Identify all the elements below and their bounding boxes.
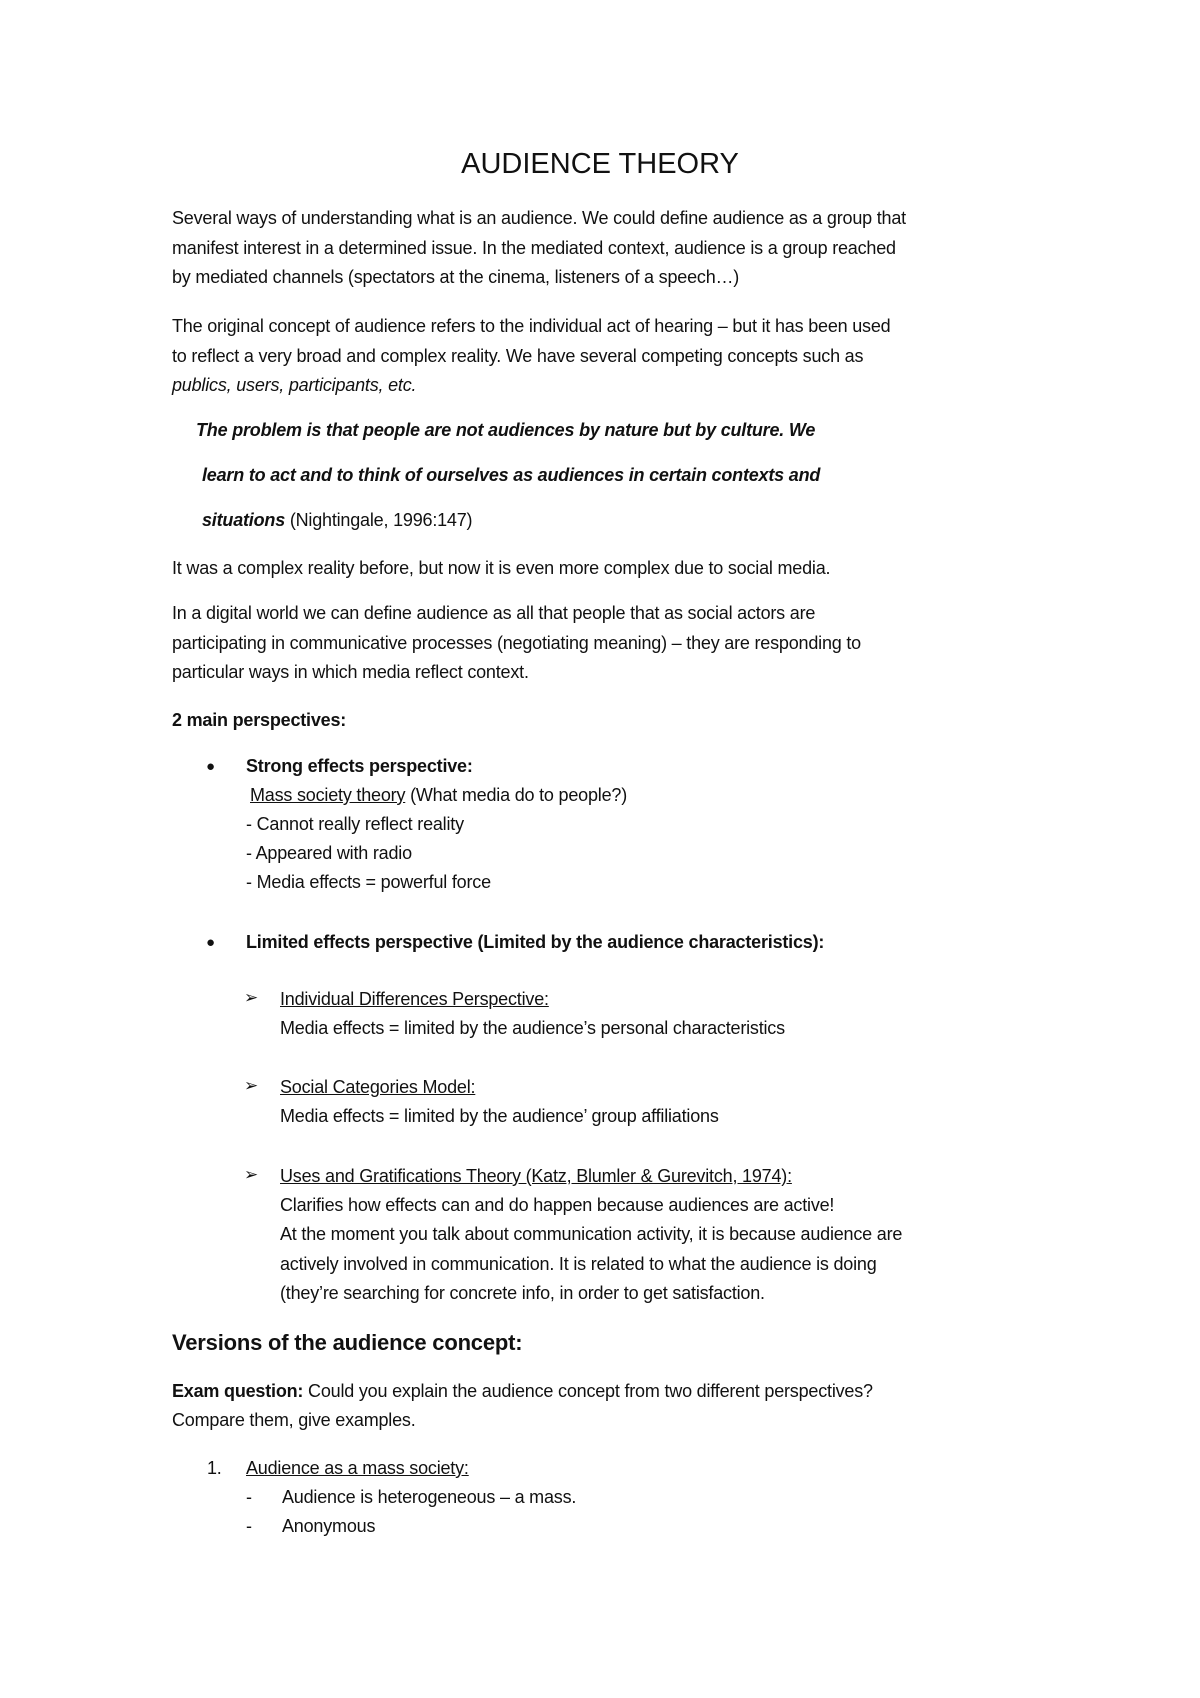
quote-line: learn to act and to think of ourselves as audiences in certain contexts and [202, 465, 821, 485]
exam-text: Could you explain the audience concept from two different perspectives? [303, 1381, 873, 1401]
original-italic-line: publics, users, participants, etc. [172, 375, 417, 395]
strong-effects-heading: Strong effects perspective: [246, 756, 473, 776]
intro-line: by mediated channels (spectators at the cinema, listeners of a speech…) [172, 267, 740, 287]
perspectives-heading: 2 main perspectives: [172, 710, 347, 730]
complex-reality-line: It was a complex reality before, but now it is even more complex due to social media. [172, 558, 831, 578]
strong-effects-item: - Media effects = powerful force [246, 872, 491, 892]
page-title: AUDIENCE THEORY [461, 148, 739, 180]
quote-italic: situations [202, 510, 286, 530]
exam-line [172, 1381, 873, 1402]
social-categories-title: Social Categories Model: [280, 1077, 476, 1097]
list-item: Anonymous [282, 1516, 376, 1536]
uses-gratifications-text: At the moment you talk about communication activity, it is because audience are [280, 1224, 903, 1244]
original-line: to reflect a very broad and complex reality. We have several competing concepts such as [172, 346, 864, 366]
uses-gratifications-text: actively involved in communication. It is related to what the audience is doing [280, 1254, 877, 1274]
strong-effects-item: - Cannot really reflect reality [246, 814, 464, 834]
list-number: 1. [207, 1458, 222, 1478]
digital-line: In a digital world we can define audience as all that people that as social actors are [172, 603, 816, 623]
exam-label: Exam question: [172, 1381, 304, 1401]
arrow-bullet-icon: ➢ [244, 988, 259, 1007]
individual-differences-title: Individual Differences Perspective: [280, 989, 549, 1009]
uses-gratifications-text: (they’re searching for concrete info, in order to get satisfaction. [280, 1283, 765, 1303]
social-categories-text: Media effects = limited by the audience’ group affiliations [280, 1106, 719, 1126]
mass-society-line [246, 785, 627, 806]
uses-gratifications-text: Clarifies how effects can and do happen because audiences are active! [280, 1195, 835, 1215]
limited-effects-heading: Limited effects perspective (Limited by the audience characteristics): [246, 932, 825, 952]
mass-society-theory-link[interactable]: Mass society theory [250, 785, 406, 805]
uses-gratifications-title: Uses and Gratifications Theory (Katz, Blumler & Gurevitch, 1974): [280, 1166, 792, 1186]
mass-society-question: (What media do to people?) [405, 785, 627, 805]
mass-society-title: Audience as a mass society: [246, 1458, 469, 1478]
bullet-icon: ● [206, 758, 215, 775]
intro-line: Several ways of understanding what is an audience. We could define audience as a group that [172, 208, 906, 228]
arrow-bullet-icon: ➢ [244, 1076, 259, 1095]
digital-line: particular ways in which media reflect context. [172, 662, 529, 682]
strong-effects-item: - Appeared with radio [246, 843, 412, 863]
quote-line: The problem is that people are not audiences by nature but by culture. We [196, 420, 816, 440]
exam-line: Compare them, give examples. [172, 1410, 416, 1430]
individual-differences-text: Media effects = limited by the audience’s personal characteristics [280, 1018, 785, 1038]
quote-line [202, 510, 472, 531]
bullet-icon: ● [206, 934, 215, 951]
list-item: Audience is heterogeneous – a mass. [282, 1487, 577, 1507]
arrow-bullet-icon: ➢ [244, 1165, 259, 1184]
intro-line: manifest interest in a determined issue. In the mediated context, audience is a group reached [172, 238, 896, 258]
digital-line: participating in communicative processes (negotiating meaning) – they are responding to [172, 633, 861, 653]
versions-heading: Versions of the audience concept: [172, 1330, 523, 1355]
list-dash: - [246, 1516, 252, 1536]
list-dash: - [246, 1487, 252, 1507]
quote-citation: (Nightingale, 1996:147) [285, 510, 473, 530]
original-line: The original concept of audience refers to the individual act of hearing – but it has been used [172, 316, 891, 336]
